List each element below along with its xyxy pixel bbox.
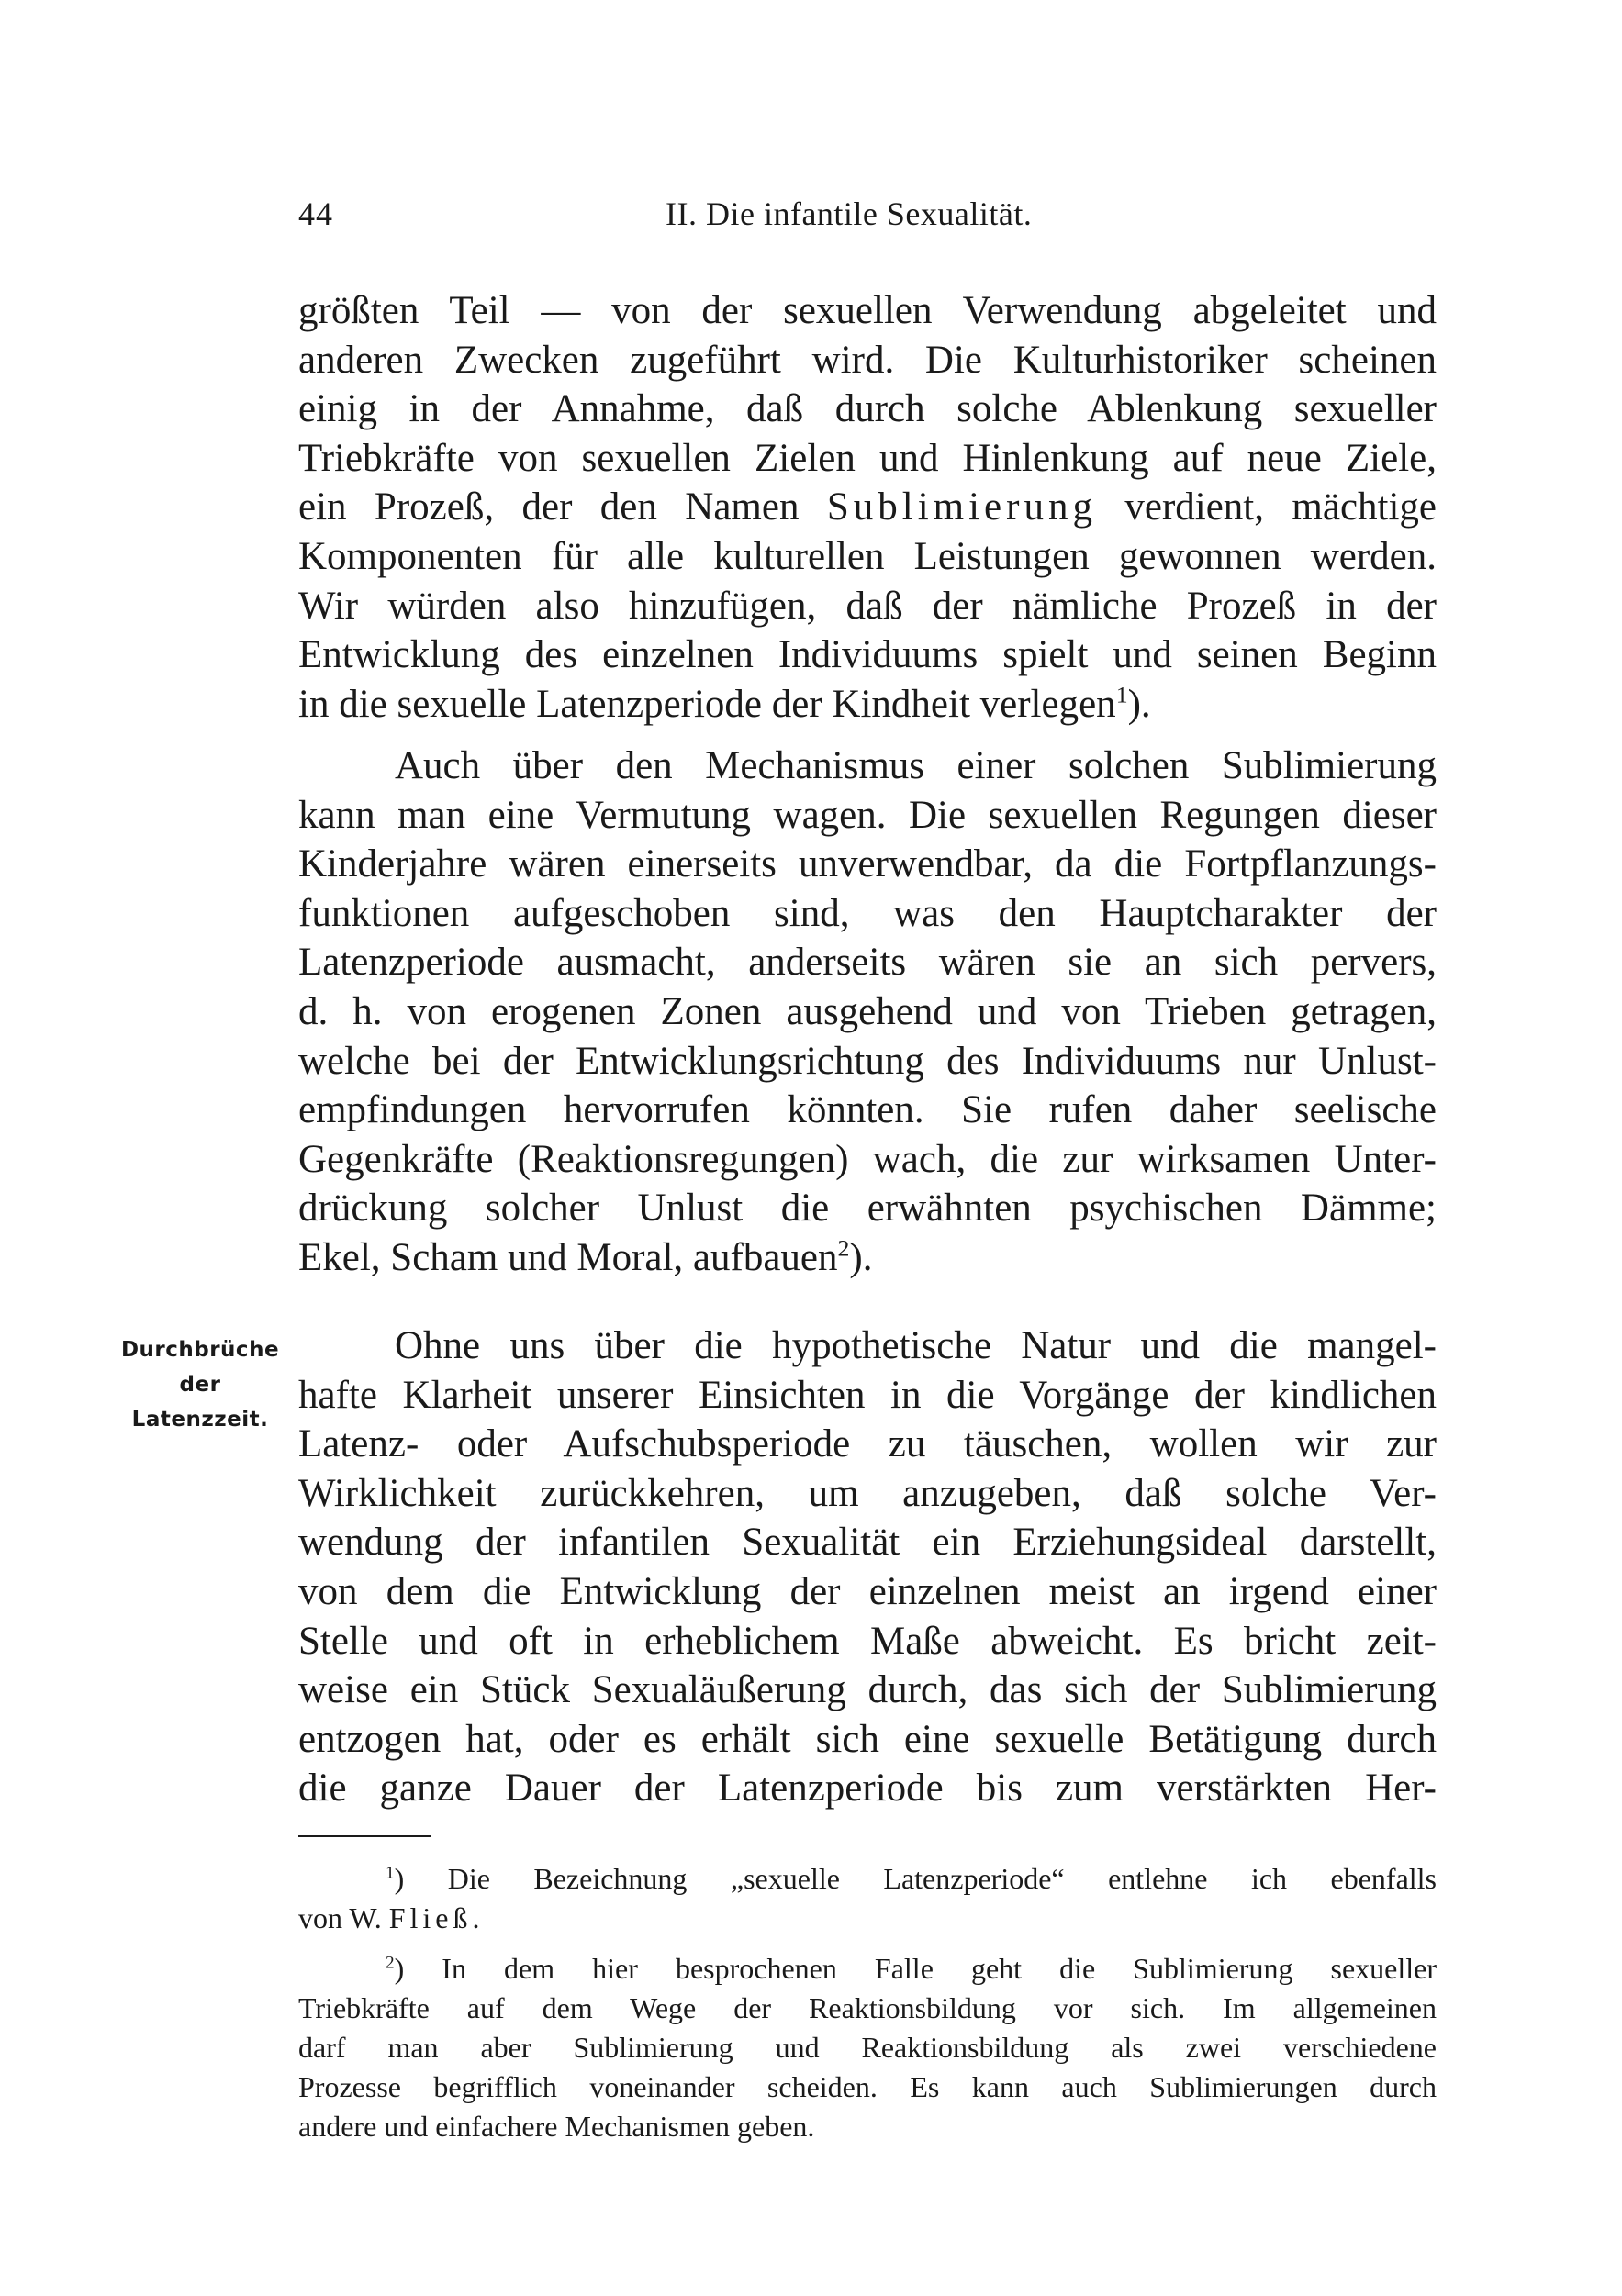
footnote-ref-1: 1: [1115, 681, 1128, 708]
text-line: [298, 680, 1437, 730]
text-line: funktionen aufgeschoben sind, was den Hauptcharakter der: [298, 891, 1437, 935]
paragraph-1: [298, 286, 1437, 729]
text-line: Ohne uns über die hypothetische Natur und die mangel-: [395, 1324, 1437, 1367]
paragraph-2: [298, 741, 1437, 1283]
text-segment: in die sexuelle Latenzperiode der Kindheit verlegen: [298, 682, 1116, 726]
footnote-marker: 2: [386, 1953, 395, 1973]
marginal-note-line: Latenzzeit.: [131, 1408, 269, 1432]
paragraph-3: [298, 1321, 1437, 1813]
text-line: entzogen hat, oder es erhält sich eine sexuelle Betätigung durch: [298, 1717, 1437, 1761]
footnote-text: ) In dem hier besprochenen Falle geht die Sublimierung sexueller: [394, 1952, 1437, 1985]
text-line: drückung solcher Unlust die erwähnten psychischen Dämme;: [298, 1187, 1437, 1231]
footnote-line: [298, 1899, 1437, 1938]
marginal-note-line: der: [179, 1373, 221, 1397]
footnote-line: [298, 1949, 1437, 1989]
text-line: Wir würden also hinzufügen, daß der nämliche Prozeß in der: [298, 584, 1437, 628]
text-line: Wirklichkeit zurückkehren, um anzugeben, daß solche Ver-: [298, 1471, 1437, 1515]
text-line: die ganze Dauer der Latenzperiode bis zum verstärkten Her-: [298, 1767, 1437, 1811]
footnote-text: von W.: [298, 1901, 382, 1934]
footnote-marker: 1: [386, 1863, 395, 1883]
running-head: II. Die infantile Sexualität.: [666, 195, 1033, 232]
footnote-line: Prozesse begrifflich voneinander scheiden. Es kann auch Sublimierungen durch: [298, 2070, 1437, 2103]
text-line: welche bei der Entwicklungsrichtung des Individuums nur Unlust-: [298, 1039, 1437, 1083]
text-segment: ).: [849, 1235, 873, 1279]
text-line: Kinderjahre wären einerseits unverwendbar, da die Fortpflanzungs-: [298, 842, 1437, 886]
footnote-text: ) Die Bezeichnung „sexuelle Latenzperiode“ entlehne ich ebenfalls: [394, 1862, 1437, 1895]
text-line: wendung der infantilen Sexualität ein Erziehungsideal darstellt,: [298, 1521, 1437, 1565]
text-line: Komponenten für alle kulturellen Leistungen gewonnen werden.: [298, 534, 1437, 578]
footnotes: [298, 1859, 1437, 2146]
text-line: einig in der Annahme, daß durch solche Ablenkung sexueller: [298, 387, 1437, 431]
text-line: Entwicklung des einzelnen Individuums spielt und seinen Beginn: [298, 633, 1437, 677]
footnote-2: [298, 1949, 1437, 2146]
text-line: anderen Zwecken zugeführt wird. Die Kulturhistoriker scheinen: [298, 338, 1437, 382]
text-line: d. h. von erogenen Zonen ausgehend und von Trieben getragen,: [298, 989, 1437, 1033]
marginal-note: [108, 1332, 292, 1437]
text-line: [298, 1233, 1437, 1283]
text-line: hafte Klarheit unserer Einsichten in die Vorgänge der kindlichen: [298, 1373, 1437, 1417]
text-line: Stelle und oft in erheblichem Maße abweicht. Es bricht zeit-: [298, 1619, 1437, 1663]
footnote-1: [298, 1859, 1437, 1938]
text-line: Latenz- oder Aufschubsperiode zu täuschen, wollen wir zur: [298, 1422, 1437, 1466]
text-line: Gegenkräfte (Reaktionsregungen) wach, die zur wirksamen Unter-: [298, 1137, 1437, 1181]
footnote-line: darf man aber Sublimierung und Reaktionsbildung als zwei verschiedene: [298, 2031, 1437, 2064]
text-line: empfindungen hervorrufen könnten. Sie rufen daher seelische: [298, 1088, 1437, 1132]
text-line: [298, 483, 1437, 532]
footnote-text: .: [472, 1901, 480, 1934]
text-segment: ein Prozeß, der den Namen: [298, 485, 800, 529]
footnote-line: Triebkräfte auf dem Wege der Reaktionsbildung vor sich. Im allgemeinen: [298, 1991, 1437, 2024]
emphasized-term: Sublimierung: [826, 485, 1097, 529]
text-segment: ).: [1127, 682, 1151, 726]
text-line: kann man eine Vermutung wagen. Die sexuellen Regungen dieser: [298, 793, 1437, 837]
text-line: größten Teil — von der sexuellen Verwendung abgeleitet und: [298, 289, 1437, 332]
text-line: von dem die Entwicklung der einzelnen meist an irgend einer: [298, 1569, 1437, 1613]
text-line: Auch über den Mechanismus einer solchen Sublimierung: [395, 744, 1437, 787]
text-line: Latenzperiode ausmacht, anderseits wären sie an sich pervers,: [298, 941, 1437, 985]
author-name: Fließ: [388, 1901, 473, 1934]
marginal-note-line: Durchbrüche: [120, 1338, 280, 1362]
footnote-rule: [298, 1835, 431, 1837]
text-segment: Ekel, Scham und Moral, aufbauen: [298, 1235, 838, 1279]
page-number: 44: [298, 195, 333, 232]
footnote-ref-2: 2: [837, 1234, 850, 1262]
footnote-line: [298, 1859, 1437, 1899]
text-line: weise ein Stück Sexualäußerung durch, das sich der Sublimierung: [298, 1668, 1437, 1712]
text-segment: verdient, mächtige: [1124, 485, 1437, 529]
footnote-line: andere und einfachere Mechanismen geben.: [298, 2110, 815, 2143]
text-line: Triebkräfte von sexuellen Zielen und Hinlenkung auf neue Ziele,: [298, 436, 1437, 480]
